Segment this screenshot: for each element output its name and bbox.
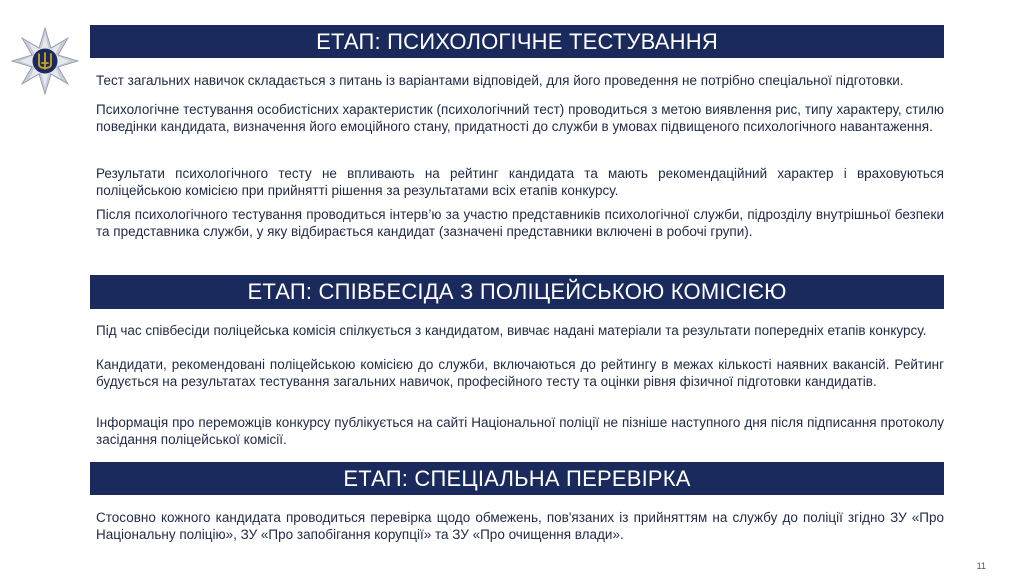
- section-title-police-commission-interview: ЕТАП: СПІВБЕСІДА З ПОЛІЦЕЙСЬКОЮ КОМІСІЄЮ: [90, 275, 944, 309]
- paragraph-rating: Кандидати, рекомендовані поліцейською комісією до служби, включаються до рейтингу в межах кількості наявних вакансій. Рейтинг будується на результатах тестування загальних навичок, професійного тесту та оцінки рівня фізичної підготовки кандидатів.: [96, 357, 944, 389]
- section-title-psychological-testing: ЕТАП: ПСИХОЛОГІЧНЕ ТЕСТУВАННЯ: [90, 25, 944, 58]
- paragraph-commission-interview: Під час співбесіди поліцейська комісія спілкується з кандидатом, вивчає надані матеріали та результати попередніх етапів конкурсу.: [96, 323, 927, 338]
- paragraph-special-check: Стосовно кожного кандидата проводиться перевірка щодо обмежень, пов'язаних із прийняттям на службу до поліції згідно ЗУ «Про Національну поліцію», ЗУ «Про запобігання корупції» та ЗУ «Про очищення влади».: [96, 510, 944, 542]
- paragraph-winners-info: Інформація про переможців конкурсу публікується на сайті Національної поліції не пізніше наступного дня після підписання протоколу засідання поліцейської комісії.: [96, 415, 944, 447]
- paragraph-psychological-test: Психологічне тестування особистісних характеристик (психологічний тест) проводиться з метою виявлення рис, типу характеру, стилю поведінки кандидата, визначення його емоційного стану, придатності до служби в умовах підвищеного психологічного навантаження.: [96, 102, 944, 134]
- paragraph-interview: Після психологічного тестування проводиться інтерв’ю за участю представників психологічної служби, підрозділу внутрішньої безпеки та представника служби, у яку відбирається кандидат (зазначені представники включені в робочі групи).: [96, 207, 944, 239]
- police-emblem-icon: [10, 26, 80, 96]
- page-number: 11: [976, 561, 986, 571]
- section-title-special-check: ЕТАП: СПЕЦІАЛЬНА ПЕРЕВІРКА: [90, 462, 944, 495]
- paragraph-general-skills-test: Тест загальних навичок складається з питань із варіантами відповідей, для його проведення не потрібно спеціальної підготовки.: [96, 73, 904, 88]
- paragraph-test-results: Результати психологічного тесту не впливають на рейтинг кандидата та мають рекомендаційний характер і враховуються поліцейською комісією при прийнятті рішення за результатами всіх етапів конкурсу.: [96, 166, 944, 198]
